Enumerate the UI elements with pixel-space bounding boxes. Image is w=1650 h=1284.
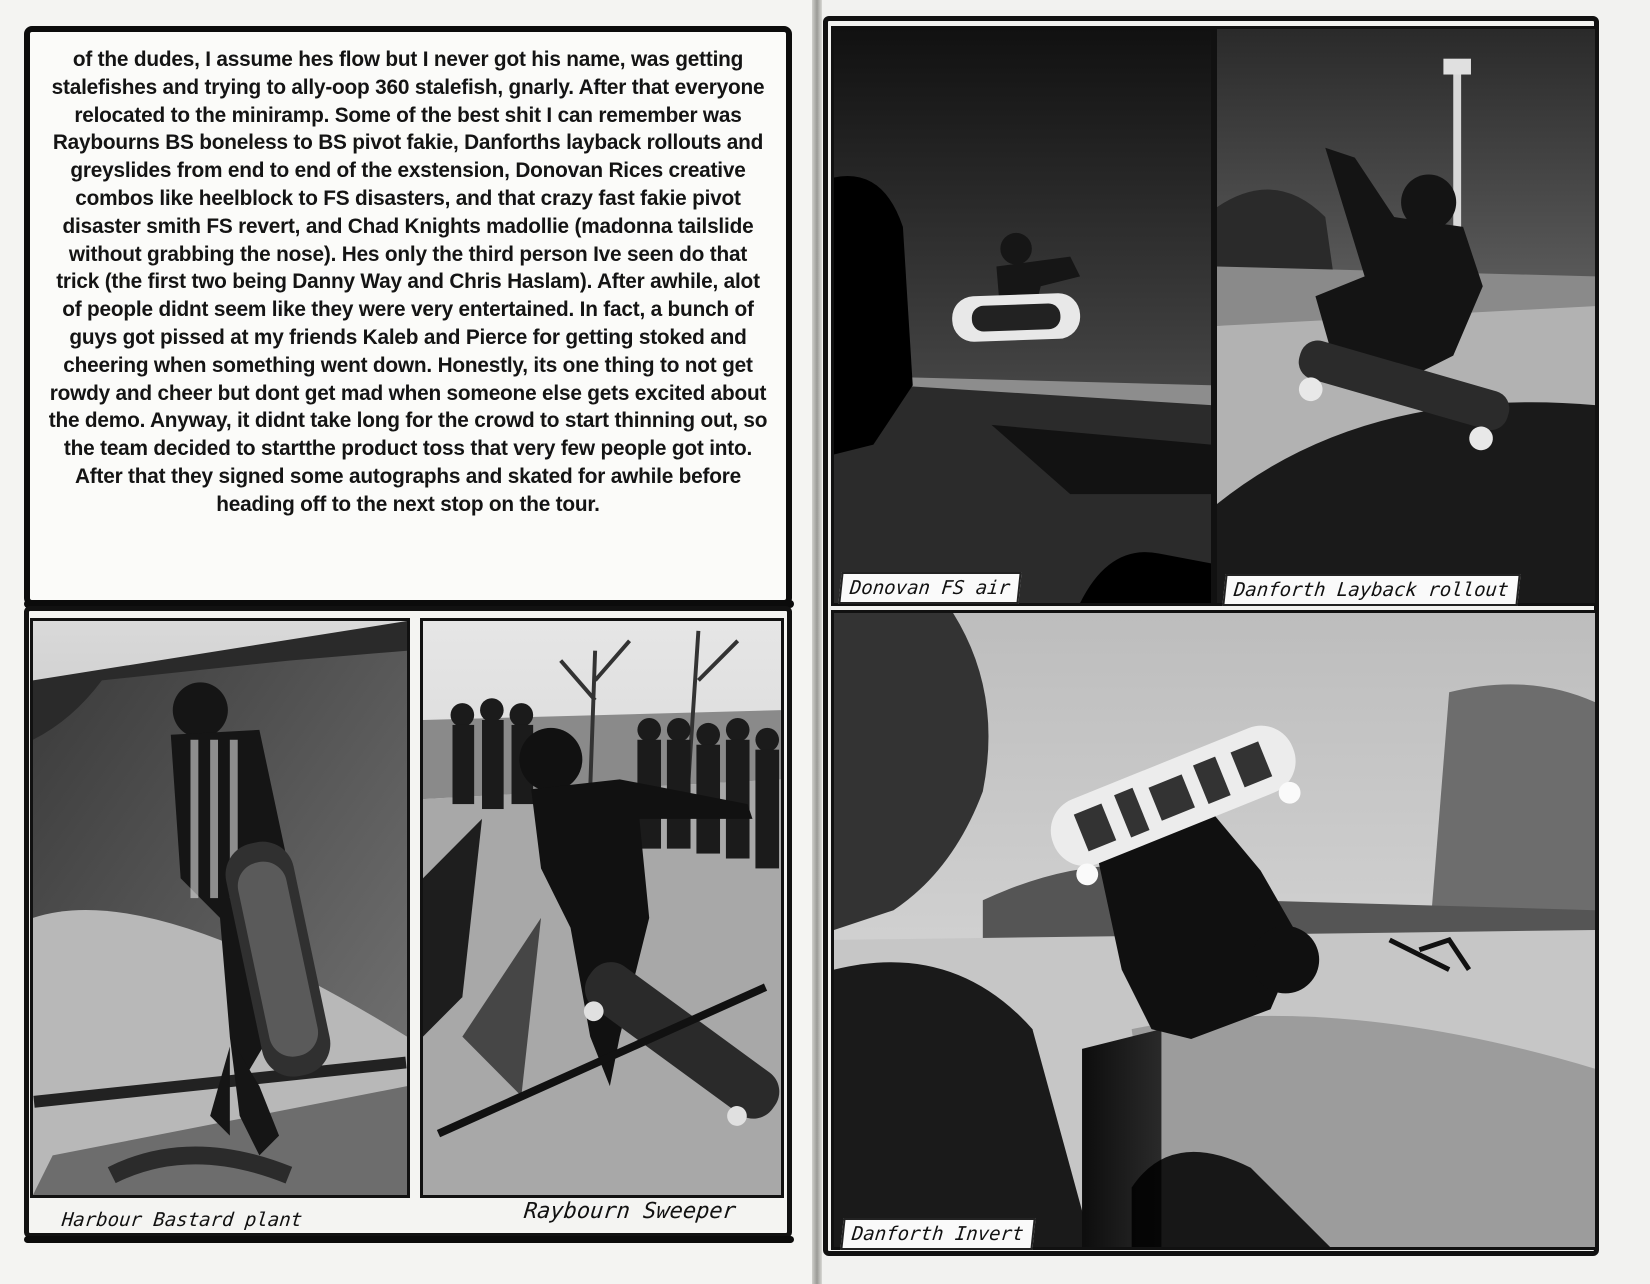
photo-danforth-layback — [1214, 26, 1598, 606]
photo-danforth-layback-image — [1217, 29, 1595, 603]
caption-danforth-layback: Danforth Layback rollout — [1222, 574, 1520, 606]
photo-harbour — [30, 618, 410, 1198]
photo-danforth-invert — [831, 610, 1598, 1250]
photo-raybourn — [420, 618, 784, 1198]
article-text-box — [24, 26, 792, 606]
bottom-divider-line — [24, 1236, 794, 1243]
page-gutter — [812, 0, 822, 1284]
caption-harbour: Harbour Bastard plant — [60, 1209, 304, 1231]
photo-donovan — [831, 26, 1214, 606]
photo-danforth-invert-image — [834, 613, 1595, 1247]
caption-raybourn: Raybourn Sweeper — [522, 1199, 738, 1224]
photo-harbour-image — [33, 621, 407, 1195]
article-text: of the dudes, I assume hes flow but I never got his name, was getting stalefishes and trying to ally-oop 360 stalefish, gnarly. After that everyone relocated to the miniramp. Some of the best shit I can remember was Raybourns BS boneless to BS pivot fakie, Danforths layback rollouts and greyslides from end to end of the exstension, Donovan Rices creative combos like heelblock to FS disasters, and that crazy fast fakie pivot disaster smith FS revert, and Chad Knights madollie (madonna tailslide without grabbing the nose). Hes only the third person Ive seen do that trick (the first two being Danny Way and Chris Haslam). After awhile, alot of people didnt seem like they were very entertained. In fact, a bunch of guys got pissed at my friends Kaleb and Pierce for getting stoked and cheering when something went down. Honestly, its one thing to not get rowdy and cheer but dont get mad when someone else gets excited about the demo. Anyway, it didnt take long for the crowd to start thinning out, so the team decided to startthe product toss that very few people got into. After that they signed some autographs and skated for awhile before heading off to the next stop on the tour. — [48, 48, 768, 516]
caption-donovan: Donovan FS air — [838, 572, 1022, 604]
photo-donovan-image — [834, 29, 1211, 603]
photo-raybourn-image — [423, 621, 781, 1195]
caption-danforth-invert: Danforth Invert — [840, 1218, 1035, 1250]
